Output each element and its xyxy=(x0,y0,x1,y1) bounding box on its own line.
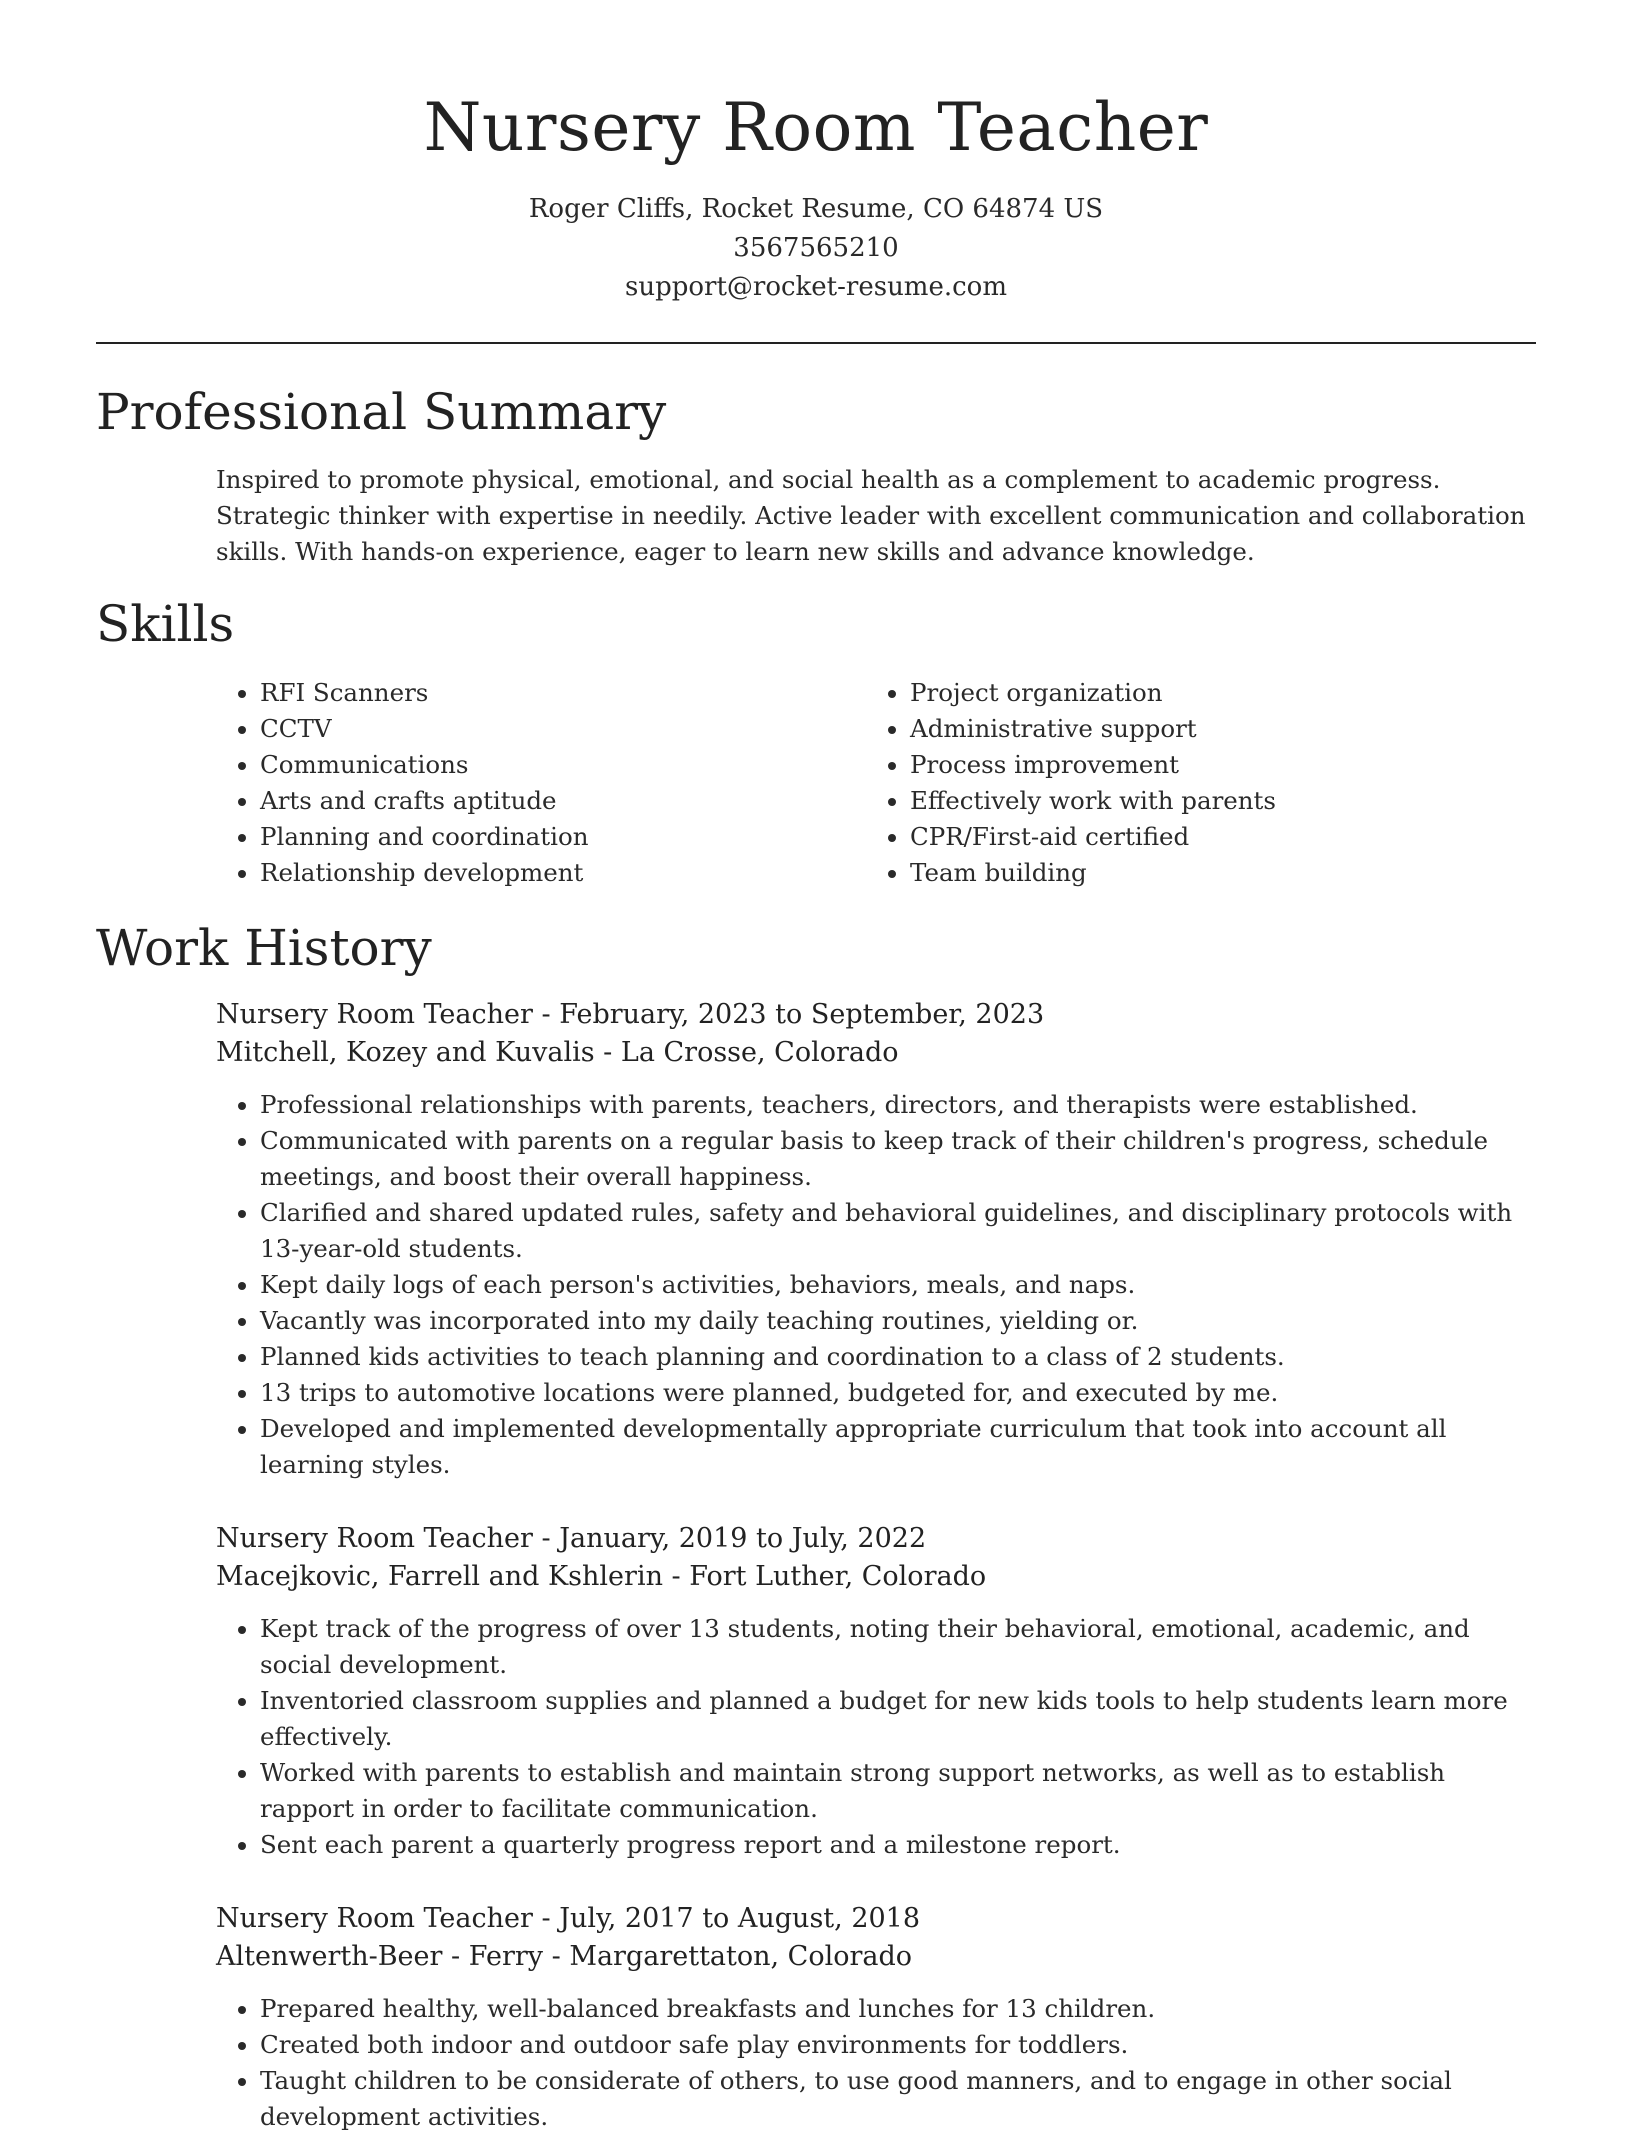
skill-item: • RFI Scanners xyxy=(260,675,860,711)
job-bullet-list xyxy=(216,1991,1536,2135)
job-bullet: • Kept track of the progress of over 13 students, noting their behavioral, emotional, academic, and social development. xyxy=(260,1611,1536,1683)
header-divider xyxy=(96,342,1536,344)
job-dates: February, 2023 to September, 2023 xyxy=(559,999,1045,1030)
job-company-line: Mitchell, Kozey and Kuvalis - La Crosse, Colorado xyxy=(216,1037,899,1068)
job-bullet: • Inventoried classroom supplies and planned a budget for new kids tools to help students learn more effectively. xyxy=(260,1683,1536,1755)
section-title-skills: Skills xyxy=(96,595,235,653)
job-title: Nursery Room Teacher xyxy=(216,1903,533,1934)
job-bullet: • Created both indoor and outdoor safe play environments for toddlers. xyxy=(260,2027,1536,2063)
skill-item: • CCTV xyxy=(260,711,860,747)
job-title: Nursery Room Teacher xyxy=(216,999,533,1030)
skills-list-left xyxy=(216,675,860,891)
skill-item: • Process improvement xyxy=(910,747,1550,783)
summary-text: Inspired to promote physical, emotional, and social health as a complement to academic progress. Strategic thinker with expertise in needily. Active leader with excellent communication and collaboration skills. With hands-on experience, eager to learn new skills and advance knowledge. xyxy=(216,465,1526,566)
job-entry xyxy=(216,996,1536,1483)
skill-item: • Effectively work with parents xyxy=(910,783,1550,819)
job-bullet: • Sent each parent a quarterly progress report and a milestone report. xyxy=(260,1827,1536,1863)
job-bullet: • Taught children to be considerate of others, to use good manners, and to engage in other social development activities. xyxy=(260,2063,1536,2135)
skill-item: • Project organization xyxy=(910,675,1550,711)
skill-item: • Administrative support xyxy=(910,711,1550,747)
job-dates: January, 2019 to July, 2022 xyxy=(559,1523,927,1554)
skill-item: • Arts and crafts aptitude xyxy=(260,783,860,819)
contact-block xyxy=(0,190,1632,307)
job-company-line: Altenwerth-Beer - Ferry - Margarettaton, Colorado xyxy=(216,1941,913,1972)
section-title-work-history: Work History xyxy=(96,919,432,977)
job-bullet: • Kept daily logs of each person's activities, behaviors, meals, and naps. xyxy=(260,1267,1536,1303)
job-company: Macejkovic, Farrell and Kshlerin xyxy=(216,1561,663,1592)
job-bullet-list xyxy=(216,1611,1536,1863)
job-entry xyxy=(216,1900,1536,2135)
job-bullet: • Vacantly was incorporated into my daily teaching routines, yielding or. xyxy=(260,1303,1536,1339)
job-bullet: • Professional relationships with parents, teachers, directors, and therapists were established. xyxy=(260,1087,1536,1123)
job-title-line: Nursery Room Teacher - July, 2017 to August, 2018 xyxy=(216,1903,921,1934)
job-location: Margarettaton, Colorado xyxy=(569,1941,913,1972)
job-bullet: • Prepared healthy, well-balanced breakfasts and lunches for 13 children. xyxy=(260,1991,1536,2027)
job-bullet: • Planned kids activities to teach planning and coordination to a class of 2 students. xyxy=(260,1339,1536,1375)
job-title: Nursery Room Teacher xyxy=(216,1523,533,1554)
contact-email: support@rocket-resume.com xyxy=(624,272,1007,302)
resume-header xyxy=(0,0,1632,307)
section-title-summary: Professional Summary xyxy=(96,383,667,441)
job-dates: July, 2017 to August, 2018 xyxy=(559,1903,921,1934)
job-company: Altenwerth-Beer - Ferry xyxy=(216,1941,544,1972)
skill-item: • Relationship development xyxy=(260,855,860,891)
job-bullet-list xyxy=(216,1087,1536,1483)
job-title-line: Nursery Room Teacher - February, 2023 to September, 2023 xyxy=(216,999,1045,1030)
job-bullet: • Clarified and shared updated rules, safety and behavioral guidelines, and disciplinary protocols with 13-year-old students. xyxy=(260,1195,1536,1267)
skill-item: • Team building xyxy=(910,855,1550,891)
contact-phone: 3567565210 xyxy=(733,233,899,263)
job-company: Mitchell, Kozey and Kuvalis xyxy=(216,1037,595,1068)
job-bullet: • 13 trips to automotive locations were planned, budgeted for, and executed by me. xyxy=(260,1375,1536,1411)
skill-item: • CPR/First-aid certified xyxy=(910,819,1550,855)
skill-item: • Communications xyxy=(260,747,860,783)
job-bullet: • Communicated with parents on a regular basis to keep track of their children's progress, schedule meetings, and boost their overall happiness. xyxy=(260,1123,1536,1195)
contact-address: Roger Cliffs, Rocket Resume, CO 64874 US xyxy=(528,194,1104,224)
job-entry xyxy=(216,1520,1536,1863)
skill-item: • Planning and coordination xyxy=(260,819,860,855)
job-bullet: • Worked with parents to establish and maintain strong support networks, as well as to establish rapport in order to facilitate communication. xyxy=(260,1755,1536,1827)
job-location: Fort Luther, Colorado xyxy=(689,1561,987,1592)
job-title-line: Nursery Room Teacher - January, 2019 to July, 2022 xyxy=(216,1523,927,1554)
resume-title: Nursery Room Teacher xyxy=(423,89,1209,166)
job-location: La Crosse, Colorado xyxy=(620,1037,899,1068)
skills-list-right xyxy=(866,675,1550,891)
job-bullet: • Developed and implemented developmentally appropriate curriculum that took into account all learning styles. xyxy=(260,1411,1536,1483)
job-company-line: Macejkovic, Farrell and Kshlerin - Fort Luther, Colorado xyxy=(216,1561,987,1592)
